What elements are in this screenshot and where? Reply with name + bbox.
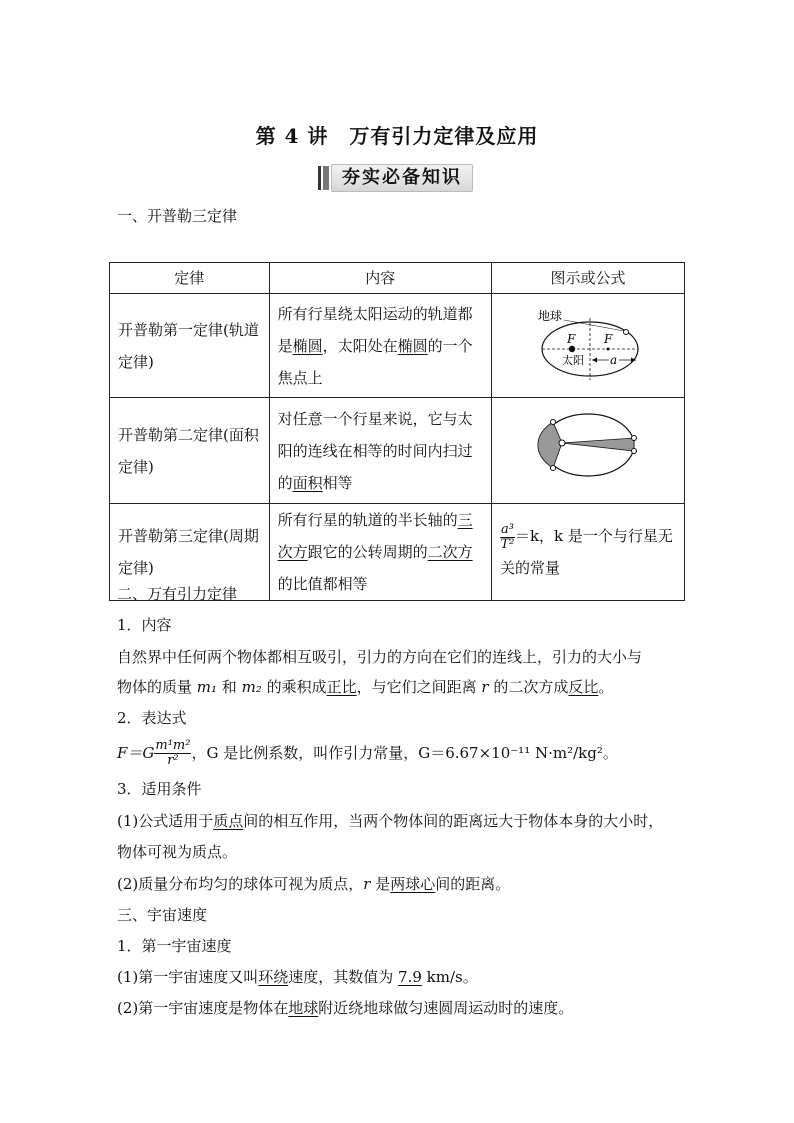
section-banner xyxy=(318,163,478,193)
paragraph-line: (1)第一宇宙速度又叫环绕速度，其数值为 7.9 km/s。 xyxy=(117,968,478,986)
keyword: 7.9 xyxy=(398,968,422,986)
paragraph-line: (2)质量分布均匀的球体可视为质点，r 是两球心间的距离。 xyxy=(117,875,511,893)
keyword: 两球心 xyxy=(390,875,436,893)
page-title: 第 4 讲 万有引力定律及应用 xyxy=(255,124,539,148)
table-row xyxy=(110,398,685,504)
header-diagram: 图示或公式 xyxy=(491,263,684,294)
first-law-diagram-cell xyxy=(491,294,684,398)
swept-area-near xyxy=(538,422,562,468)
paragraph-line: (2)第一宇宙速度是物体在地球附近绕地球做匀速圆周运动时的速度。 xyxy=(117,999,574,1017)
paragraph-line: (1)公式适用于质点间的相互作用，当两个物体间的距离远大于物体本身的大小时， xyxy=(117,812,664,830)
paragraph-line: 物体可视为质点。 xyxy=(117,843,238,861)
law-name: 开普勒第一定律(轨道定律) xyxy=(110,294,270,398)
equal-area-diagram xyxy=(492,398,682,492)
section2-heading: 二、万有引力定律 xyxy=(117,585,238,603)
keyword: 环绕 xyxy=(258,968,289,986)
keyword: 地球 xyxy=(288,999,319,1017)
keyword: 质点 xyxy=(213,812,244,830)
sub-heading: 1．第一宇宙速度 xyxy=(117,937,232,955)
sub-heading: 3．适用条件 xyxy=(117,780,202,798)
keyword: 椭圆 xyxy=(292,336,323,355)
formula-fraction: $\frac{\text{m¹m²}}{\text{r²}}$ xyxy=(155,737,191,768)
keyword: 椭圆 xyxy=(397,336,428,355)
sun-dot xyxy=(569,346,575,352)
table-row xyxy=(110,294,685,398)
keyword: 面积 xyxy=(292,473,323,492)
a-label: a xyxy=(609,353,618,367)
sub-heading: 2．表达式 xyxy=(117,709,187,727)
banner-label: 夯实必备知识 xyxy=(331,164,473,192)
sun-dot xyxy=(559,440,565,446)
planet-position xyxy=(550,466,555,471)
keyword: 三次方 xyxy=(277,511,473,561)
planet-position xyxy=(550,420,555,425)
planet-position xyxy=(631,449,636,454)
section1-heading: 一、开普勒三定律 xyxy=(117,207,238,225)
swept-area-far xyxy=(562,438,634,451)
kepler-fraction: $\frac{\text{a³}}{\text{T²}}$ xyxy=(500,521,515,552)
table-header-row xyxy=(110,263,685,294)
ellipse-orbit-diagram xyxy=(492,294,682,386)
header-law: 定律 xyxy=(110,263,270,294)
header-content: 内容 xyxy=(269,263,491,294)
sub-heading: 1．内容 xyxy=(117,616,172,634)
section3-heading: 三、宇宙速度 xyxy=(117,906,208,924)
paragraph-line: 自然界中任何两个物体都相互吸引，引力的方向在它们的连线上，引力的大小与 xyxy=(117,648,643,666)
law-content: 所有行星的轨道的半长轴的三次方跟它的公转周期的二次方的比值都相等 xyxy=(269,504,491,601)
law-content: 对任意一个行星来说，它与太阳的连线在相等的时间内扫过的面积相等 xyxy=(269,398,491,504)
third-law-formula xyxy=(491,504,684,601)
focus-label-left: F xyxy=(566,332,576,346)
law-name: 开普勒第三定律(周期定律) xyxy=(110,504,270,601)
gravitation-formula: F＝G $\frac{\text{m¹m²}}{\text{r²}}$ ，G 是比例系数，叫作引力常量，G＝6.67×10⁻¹¹ N·m²/kg²。 xyxy=(117,737,618,768)
second-law-diagram-cell xyxy=(491,398,684,504)
planet-position xyxy=(631,436,636,441)
law-content: 所有行星绕太阳运动的轨道都是椭圆，太阳处在椭圆的一个焦点上 xyxy=(269,294,491,398)
kepler-laws-table xyxy=(109,262,685,601)
keyword: 正比 xyxy=(326,678,357,696)
keyword: 二次方 xyxy=(427,543,473,561)
keyword: 反比 xyxy=(568,678,599,696)
formula-text: ＝k，k 是一个与行星无关的常量 xyxy=(499,527,673,577)
earth-dot xyxy=(623,330,628,335)
focus-label-right: F xyxy=(603,332,613,346)
earth-label: 地球 xyxy=(537,309,562,323)
banner-bar-dark xyxy=(318,166,321,190)
law-name: 开普勒第二定律(面积定律) xyxy=(110,398,270,504)
focus-dot xyxy=(606,348,609,351)
a-arrow-left xyxy=(592,358,597,363)
sun-label: 太阳 xyxy=(561,354,584,367)
banner-bar-light xyxy=(323,166,329,190)
paragraph-line: 物体的质量 m₁ 和 m₂ 的乘积成正比，与它们之间距离 r 的二次方成反比。 xyxy=(117,678,614,696)
